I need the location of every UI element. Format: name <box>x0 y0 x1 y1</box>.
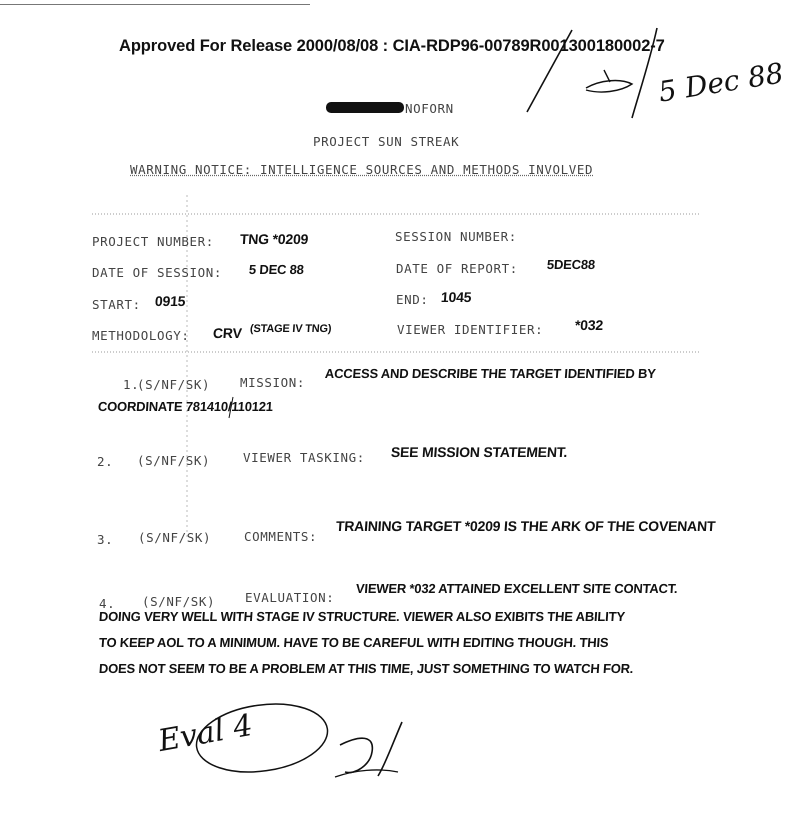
date-of-session-value: 5 DEC 88 <box>248 262 305 277</box>
initial-slash-2 <box>632 28 657 118</box>
signature-stroke-3 <box>335 770 398 777</box>
section-1-line-1: ACCESS AND DESCRIBE THE TARGET IDENTIFIED BY <box>324 366 657 381</box>
methodology-label: METHODOLOGY: <box>92 328 190 343</box>
start-label: START: <box>92 297 141 312</box>
section-2-line-1: SEE MISSION STATEMENT. <box>390 444 568 460</box>
date-of-report-value: 5DEC88 <box>546 257 596 272</box>
section-3-number: 3. <box>97 532 114 547</box>
section-3-label: COMMENTS: <box>244 529 318 544</box>
signature-stroke-1 <box>340 738 372 772</box>
warning-notice: WARNING NOTICE: INTELLIGENCE SOURCES AND METHODS INVOLVED <box>130 162 594 177</box>
section-4-line-2: DOING VERY WELL WITH STAGE IV STRUCTURE. VIEWER ALSO EXIBITS THE ABILITY <box>98 609 626 624</box>
release-header: Approved For Release 2000/08/08 : CIA-RDP96-00789R001300180002-7 <box>119 37 665 55</box>
handwritten-date: 5 Dec 88 <box>656 56 786 109</box>
project-number-value: TNG *0209 <box>239 231 309 247</box>
section-2-label: VIEWER TASKING: <box>243 450 365 465</box>
end-value: 1045 <box>440 289 472 305</box>
section-2-number: 2. <box>97 454 114 469</box>
classification-label: NOFORN <box>405 101 454 116</box>
viewer-identifier-label: VIEWER IDENTIFIER: <box>397 322 544 337</box>
section-4-line-1: VIEWER *032 ATTAINED EXCELLENT SITE CONTACT. <box>355 581 679 596</box>
end-label: END: <box>396 292 429 307</box>
section-1-marking: (S/NF/SK) <box>137 377 211 392</box>
section-3-marking: (S/NF/SK) <box>138 530 212 545</box>
section-4-line-4: DOES NOT SEEM TO BE A PROBLEM AT THIS TIME, JUST SOMETHING TO WATCH FOR. <box>98 661 634 676</box>
signature-stroke-2 <box>378 722 402 776</box>
viewer-identifier-value: *032 <box>574 317 604 333</box>
section-1-line-2: COORDINATE 781410/110121 <box>97 399 274 414</box>
methodology-value: CRV <box>212 325 243 341</box>
section-4-number: 4. <box>99 596 116 611</box>
date-of-report-label: DATE OF REPORT: <box>396 261 518 276</box>
initial-tick <box>604 70 610 82</box>
section-4-label: EVALUATION: <box>245 590 335 605</box>
section-1-number: 1. <box>123 377 140 392</box>
section-3-line-1: TRAINING TARGET *0209 IS THE ARK OF THE COVENANT <box>335 518 716 534</box>
start-value: 0915 <box>154 293 186 309</box>
section-4-line-3: TO KEEP AOL TO A MINIMUM. HAVE TO BE CAREFUL WITH EDITING THOUGH. THIS <box>98 635 609 650</box>
section-2-marking: (S/NF/SK) <box>137 453 211 468</box>
eval-note: Eval 4 <box>155 708 256 759</box>
date-of-session-label: DATE OF SESSION: <box>92 265 223 280</box>
project-title: PROJECT SUN STREAK <box>313 134 460 149</box>
initial-slash-1 <box>527 30 572 112</box>
session-number-label: SESSION NUMBER: <box>395 229 517 244</box>
methodology-note: (STAGE IV TNG) <box>249 323 332 335</box>
section-1-label: MISSION: <box>240 375 306 390</box>
initial-loop <box>586 81 632 92</box>
classification-redaction <box>326 102 404 113</box>
project-number-label: PROJECT NUMBER: <box>92 234 214 249</box>
section-4-marking: (S/NF/SK) <box>142 594 216 609</box>
